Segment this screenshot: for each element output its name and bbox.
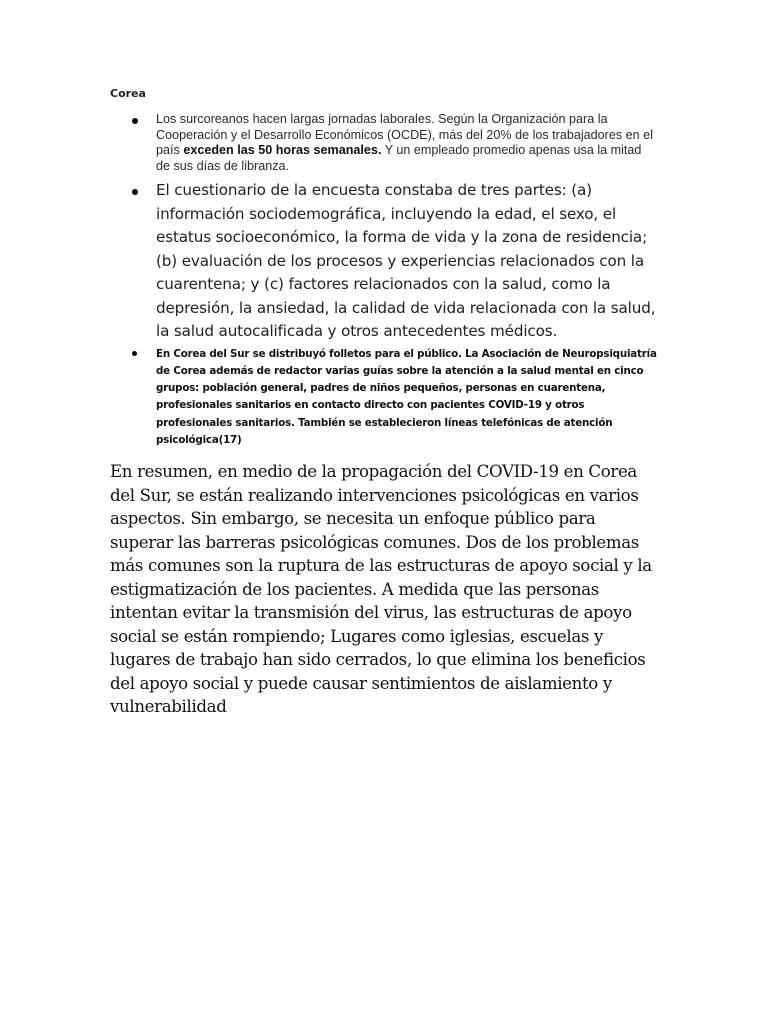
bullet-icon [132, 189, 138, 195]
list-item-text: El cuestionario de la encuesta constaba de tres partes: (a) información sociodemográfica, incluyendo la edad, el sexo, el estatus socioeconómico, la forma de vida y la zona de residencia; (b) evaluación de los procesos y experiencias relacionados con la cuarentena; y (c) factores relacionados con la salud, como la depresión, la ansiedad, la calidad de vida relacionada con la salud, la salud autocalificada y otros antecedentes médicos. [156, 181, 656, 340]
bullet-icon [132, 118, 138, 124]
summary-paragraph: En resumen, en medio de la propagación del COVID-19 en Corea del Sur, se están realizando intervenciones psicológicas en varios aspectos. Sin embargo, se necesita un enfoque público para superar las barreras psicológicas comunes. Dos de los problemas más comunes son la ruptura de las estructuras de apoyo social y la estigmatización de los pacientes. A medida que las personas intentan evitar la transmisión del virus, las estructuras de apoyo social se están rompiendo; Lugares como iglesias, escuelas y lugares de trabajo han sido cerrados, lo que elimina los beneficios del apoyo social y puede causar sentimientos de aislamiento y vulnerabilidad [110, 462, 652, 716]
list-item-text-continued: Y un empleado promedio apenas usa la mitad de sus días de libranza. [156, 143, 642, 173]
list-item-questionnaire [110, 179, 658, 344]
list-item-brochures [110, 346, 658, 450]
list-item-bold-text: exceden las 50 horas semanales. [183, 143, 382, 157]
bullet-list [110, 112, 658, 449]
section-heading: Corea [110, 87, 146, 100]
list-item-work-hours [110, 112, 658, 174]
bullet-icon [132, 351, 137, 356]
list-item-text: En Corea del Sur se distribuyó folletos para el público. La Asociación de Neuropsiquiatría de Corea además de redactor varias guías sobre la atención a la salud mental en cinco grupos: población general, padres de niños pequeños, personas en cuarentena, profesionales sanitarios en contacto directo con pacientes COVID-19 y otros profesionales sanitarios. También se establecieron líneas telefónicas de atención psicológica(17) [156, 347, 657, 446]
list-item-text: Los surcoreanos hacen largas jornadas laborales. Según la Organización para la Cooperación y el Desarrollo Económicos (OCDE), más del 20% de los trabajadores en el país [156, 112, 653, 157]
